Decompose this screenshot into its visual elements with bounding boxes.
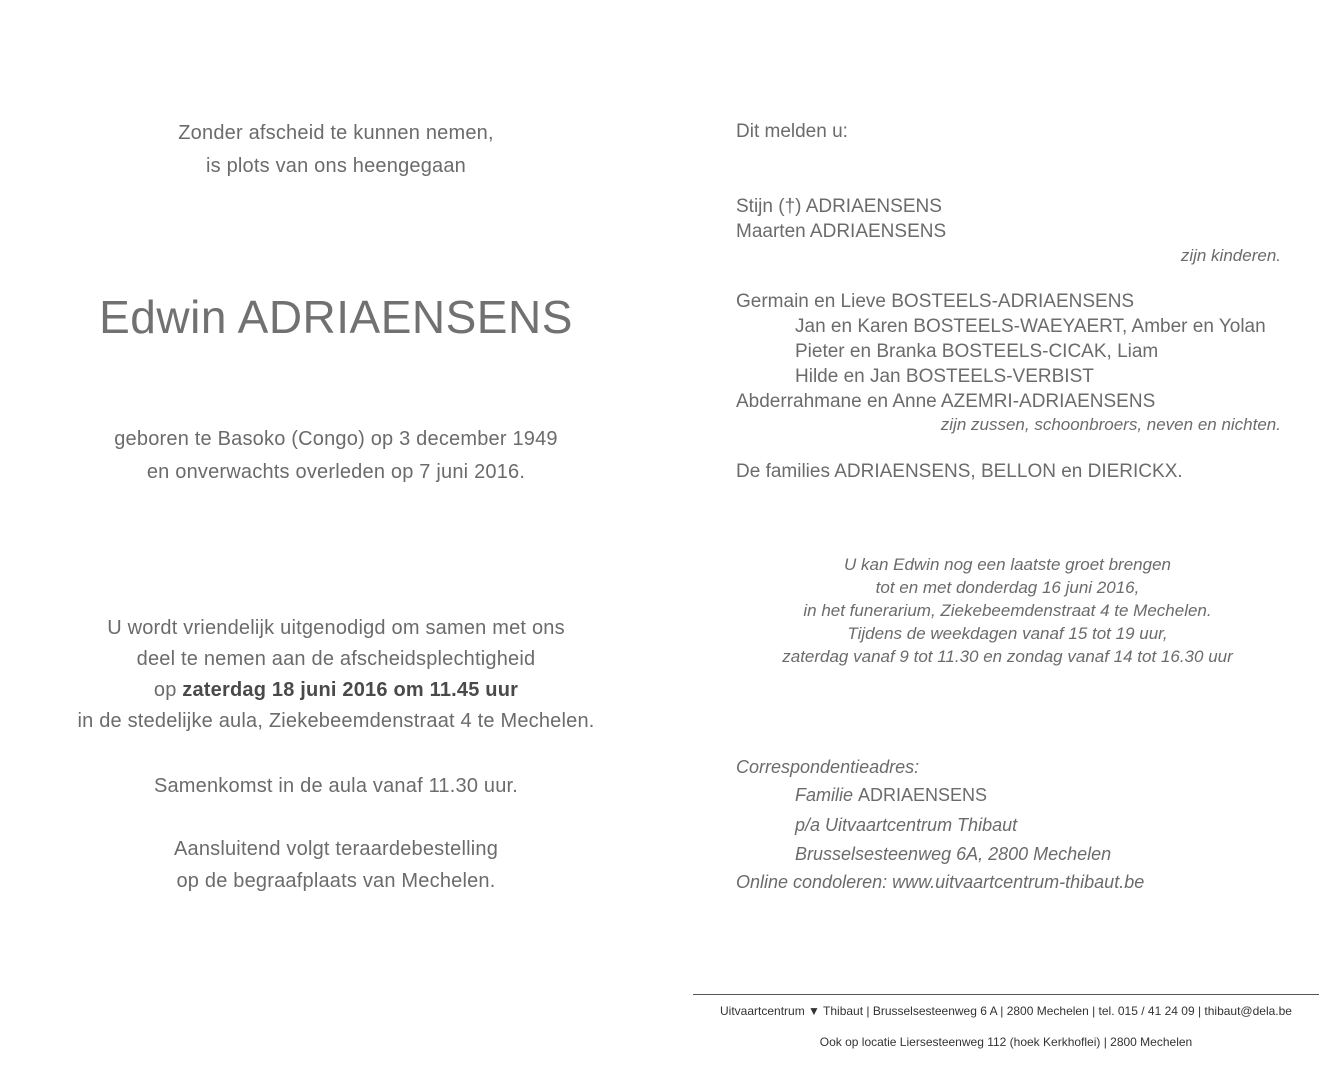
families-line: De families ADRIAENSENS, BELLON en DIERICKX.	[736, 461, 1183, 482]
burial-line-1: Aansluitend volgt teraardebestelling	[173, 838, 499, 860]
deceased-name: Edwin ADRIAENSENS	[99, 291, 573, 343]
correspondence-family: ADRIAENSENS	[858, 785, 988, 805]
correspondence-line-3: Brusselsesteenweg 6A, 2800 Mechelen	[795, 844, 1112, 864]
correspondence-name-prefix: Familie	[795, 785, 859, 805]
visit-line-3: in het funerarium, Ziekebeemdenstraat 4 te Mechelen.	[803, 601, 1212, 620]
invite-line-4: in de stedelijke aula, Ziekebeemdenstraat 4 te Mechelen.	[77, 710, 595, 732]
visit-line-2: tot en met donderdag 16 juni 2016,	[875, 578, 1140, 597]
footer-divider	[693, 994, 1319, 995]
family-line-4: Hilde en Jan BOSTEELS-VERBIST	[795, 366, 1094, 387]
visit-line-4: Tijdens de weekdagen vanaf 15 tot 19 uur,	[847, 624, 1168, 643]
ceremony-datetime: zaterdag 18 juni 2016 om 11.45 uur	[182, 679, 519, 701]
child-2: Maarten ADRIAENSENS	[736, 221, 947, 242]
footer-line-2: Ook op locatie Liersesteenweg 112 (hoek Kerkhoflei) | 2800 Mechelen	[819, 1035, 1193, 1049]
birth-line: geboren te Basoko (Congo) op 3 december 1949	[114, 428, 558, 450]
correspondence-label: Correspondentieadres:	[736, 757, 920, 777]
intro-line-1: Zonder afscheid te kunnen nemen,	[178, 122, 494, 144]
invite-line-2: deel te nemen aan de afscheidsplechtigheid	[136, 648, 536, 670]
family-line-1: Germain en Lieve BOSTEELS-ADRIAENSENS	[736, 291, 1135, 312]
children-role: zijn kinderen.	[1180, 246, 1281, 265]
death-line: en onverwachts overleden op 7 juni 2016.	[146, 461, 526, 483]
correspondence-line-2: p/a Uitvaartcentrum Thibaut	[795, 815, 1018, 835]
online-condolence: Online condoleren: www.uitvaartcentrum-thibaut.be	[736, 872, 1145, 892]
invite-line-1: U wordt vriendelijk uitgenodigd om samen met ons	[107, 617, 565, 639]
visit-line-5: zaterdag vanaf 9 tot 11.30 en zondag vanaf 14 tot 16.30 uur	[782, 647, 1233, 666]
announce-line: Dit melden u:	[736, 121, 848, 142]
family-role: zijn zussen, schoonbroers, neven en nichten.	[940, 415, 1281, 434]
visit-line-1: U kan Edwin nog een laatste groet brengen	[843, 555, 1171, 574]
gathering-line: Samenkomst in de aula vanaf 11.30 uur.	[153, 775, 519, 797]
family-line-3: Pieter en Branka BOSTEELS-CICAK, Liam	[795, 341, 1159, 362]
intro-line-2: is plots van ons heengegaan	[205, 155, 467, 177]
footer-line-1: Uitvaartcentrum ▼ Thibaut | Brusselsesteenweg 6 A | 2800 Mechelen | tel. 015 / 41 24 09 | thibaut@dela.be	[720, 1004, 1292, 1018]
correspondence-name	[795, 783, 987, 808]
family-line-5: Abderrahmane en Anne AZEMRI-ADRIAENSENS	[736, 391, 1156, 412]
child-1: Stijn (†) ADRIAENSENS	[736, 196, 942, 217]
family-line-2: Jan en Karen BOSTEELS-WAEYAERT, Amber en Yolan	[795, 316, 1266, 337]
invite-line-3-prefix: op	[153, 679, 183, 701]
burial-line-2: op de begraafplaats van Mechelen.	[176, 870, 496, 892]
